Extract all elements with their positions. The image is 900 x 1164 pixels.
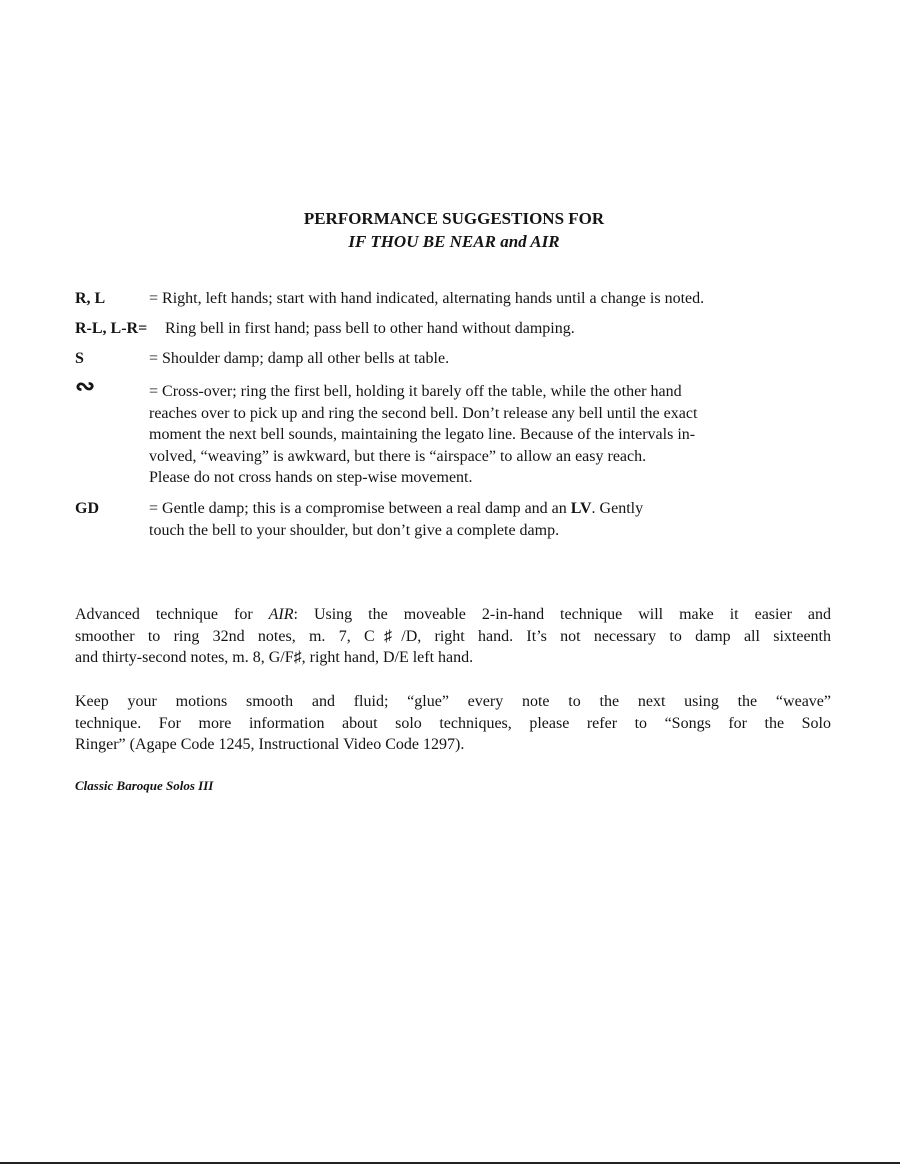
legend-symbol: GD xyxy=(75,500,99,517)
advanced-technique-paragraph: Advanced technique for AIR: Using the moveable 2-in-hand technique will make it easier and smoother to ring 32nd notes, m. 7, C♯/D, right hand. It’s not necessary to damp all sixteenth and thirty-second notes, m. 8, G/F♯, right hand, D/E left hand. xyxy=(75,606,831,666)
motions-paragraph: Keep your motions smooth and fluid; “glue” every note to the next using the “weave” technique. For more information about solo techniques, please refer to “Songs for the Solo Ringer” (Agape Code 1245, Instructional Video Code 1297). xyxy=(75,693,831,753)
page-title: PERFORMANCE SUGGESTIONS FOR xyxy=(303,209,605,228)
legend-description: = Gentle damp; this is a compromise between a real damp and an LV. Gently touch the bell to your shoulder, but don’t give a complete damp. xyxy=(149,500,644,539)
legend-symbol: S xyxy=(75,350,84,367)
legend-description: = Shoulder damp; damp all other bells at table. xyxy=(149,350,450,367)
collection-footer: Classic Baroque Solos III xyxy=(75,778,214,793)
page-subtitle: IF THOU BE NEAR and AIR xyxy=(348,232,560,251)
legend-symbol: R-L, L-R= xyxy=(75,320,148,337)
legend-description: = Cross-over; ring the first bell, holding it barely off the table, while the other hand reaches over to pick up and ring the second bell. Don’t release any bell until the exact moment the next bell sounds, maintaining the legato line. Because of the intervals in- volved, “weaving” is awkward, but there is “airspace” to allow an easy reach. Please do not cross hands on step-wise movement. xyxy=(149,383,698,486)
legend-description: = Right, left hands; start with hand indicated, alternating hands until a change is noted. xyxy=(149,290,705,307)
cross-over-icon: ∾ xyxy=(75,374,96,400)
legend-description: Ring bell in first hand; pass bell to other hand without damping. xyxy=(165,320,575,337)
legend-symbol: R, L xyxy=(75,290,106,307)
